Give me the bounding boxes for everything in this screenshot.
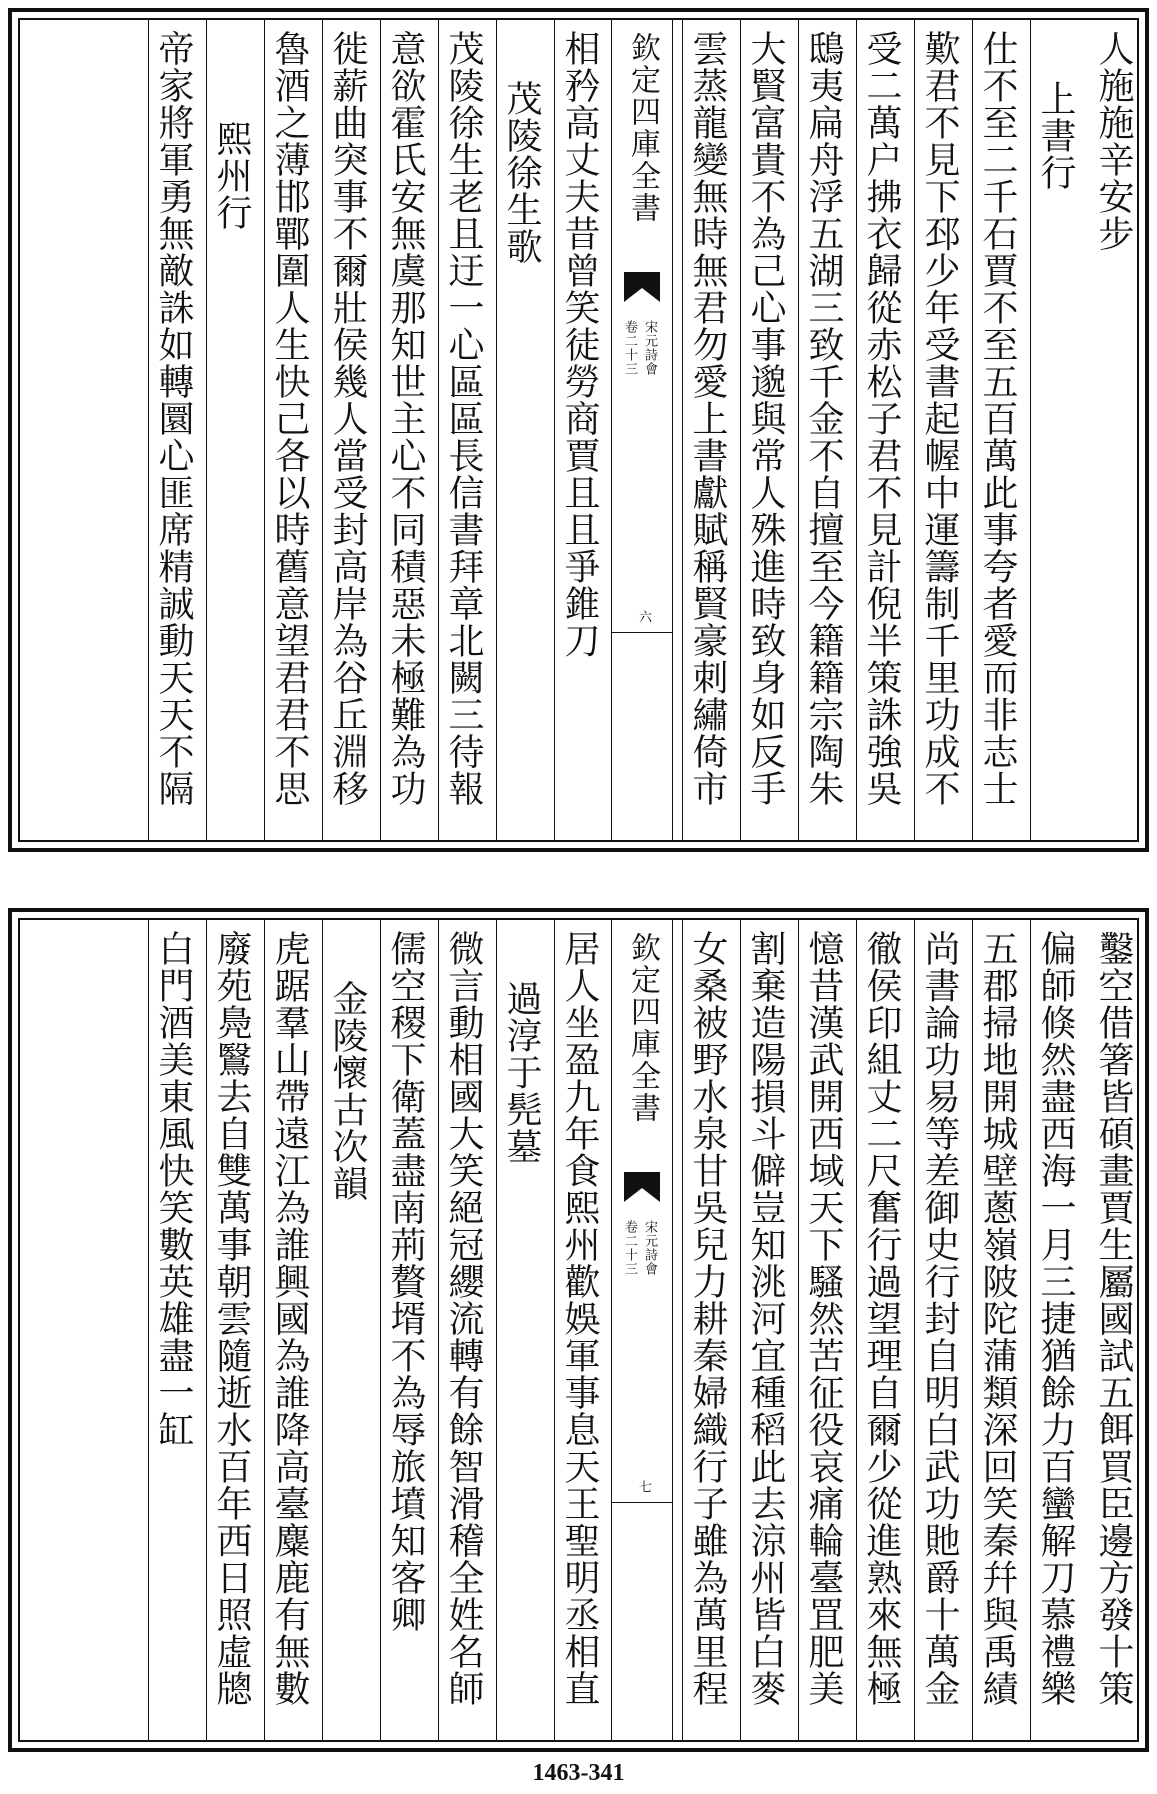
- series-title: 宋元詩會: [642, 320, 657, 376]
- heading-text: 熙州行: [211, 120, 252, 231]
- center-fold: [611, 920, 673, 1740]
- column: [1030, 920, 1079, 1740]
- column: [322, 20, 371, 840]
- column-text: 人施施辛安步: [1093, 30, 1134, 252]
- column-text: 憶昔漢武開西域天下騷然苦征役哀痛輪臺罝肥美: [803, 930, 844, 1707]
- column: [206, 20, 255, 840]
- heading-text: 金陵懷古次韻: [327, 980, 368, 1202]
- column: [856, 20, 905, 840]
- column: [1030, 20, 1079, 840]
- column: [438, 920, 487, 1740]
- series-title: 宋元詩會: [642, 1220, 657, 1276]
- column-text: 尚書論功易等差御史行封自明白武功貤爵十萬金: [919, 930, 960, 1707]
- page-footer-number: 1463-341: [532, 1760, 625, 1786]
- column-text: 歎君不見下邳少年受書起幄中運籌制千里功成不: [919, 30, 960, 807]
- heading-text: 茂陵徐生歌: [501, 80, 542, 265]
- column: [798, 20, 847, 840]
- column-text: 仕不至二千石賈不至五百萬此事夸者愛而非志士: [977, 30, 1018, 807]
- column: [914, 920, 963, 1740]
- column-text: 虎踞羣山帶遠江為誰興國為誰降高臺麋鹿有無數: [269, 930, 310, 1707]
- column-text: 受二萬户拂衣歸從赤松子君不見計倪半策誅強吳: [861, 30, 902, 807]
- volume-label: 卷二十三: [622, 320, 637, 376]
- book-title: 欽定四庫全書: [625, 932, 660, 1124]
- column-text: 白門酒美東風快笑數英雄盡一缸: [153, 930, 194, 1448]
- column-text: 徙薪曲突事不爾壯侯幾人當受封高岸為谷丘淵移: [327, 30, 368, 807]
- column: [438, 20, 487, 840]
- column: [856, 920, 905, 1740]
- column: [972, 20, 1021, 840]
- column: [798, 920, 847, 1740]
- column-text: 居人坐盈九年食熙州歡娛軍事息天王聖明丞相直: [559, 930, 600, 1707]
- volume-label: 卷二十三: [622, 1220, 637, 1276]
- column: [740, 920, 789, 1740]
- column-text: 微言動相國大笑絕冠纓流轉有餘智滑稽全姓名師: [443, 930, 484, 1707]
- column: [148, 20, 197, 840]
- column: [380, 20, 429, 840]
- column-text: 鴟夷扁舟浮五湖三致千金不自擅至今籍籍宗陶朱: [803, 30, 844, 807]
- column-text: 魯酒之薄邯鄲圍人生快己各以時舊意望君君不思: [269, 30, 310, 807]
- column-text: 意欲霍氏安無虞那知世主心不同積惡未極難為功: [385, 30, 426, 807]
- column-text: 儒空稷下衛蓋盡南荊贅壻不為辱旅墳知客卿: [385, 930, 426, 1633]
- column: [206, 920, 255, 1740]
- column: [740, 20, 789, 840]
- column-text: 廢苑鳧鷖去自雙萬事朝雲隨逝水百年西日照虛牕: [211, 930, 252, 1707]
- column-text: 徹侯印組丈二尺奮行過望理自爾少從進熟來無極: [861, 930, 902, 1707]
- column-text: 雲蒸龍變無時無君勿愛上書獻賦稱賢豪刺繡倚市: [687, 30, 728, 807]
- column: [264, 920, 313, 1740]
- column: [682, 920, 731, 1740]
- page-number: 六: [636, 610, 651, 623]
- fishtail-mark-icon: [622, 270, 662, 304]
- column-text: 割棄造陽損斗僻豈知洮河宜種稻此去涼州皆白麥: [745, 930, 786, 1707]
- column-text: 相矜高丈夫昔曾笑徒勞商賈且且爭錐刀: [559, 30, 600, 659]
- column: [682, 20, 731, 840]
- column: [554, 920, 603, 1740]
- top-page: [8, 8, 1149, 852]
- column: [148, 920, 197, 1740]
- column: [972, 920, 1021, 1740]
- bottom-page-frame: [18, 918, 1139, 1742]
- column-text: 大賢富貴不為己心事邈與常人殊進時致身如反手: [745, 30, 786, 807]
- column: [264, 20, 313, 840]
- heading-text: 過淳于髡墓: [501, 980, 542, 1165]
- fishtail-mark-icon: [622, 1170, 662, 1204]
- column: [496, 20, 545, 840]
- book-title: 欽定四庫全書: [625, 32, 660, 224]
- column: [1089, 20, 1137, 840]
- column-text: 偏師倏然盡西海一月三捷猶餘力百蠻解刀慕禮樂: [1035, 930, 1076, 1707]
- column-text: 五郡掃地開城壁蔥嶺陂陀蒲類深回笑秦幷與禹績: [977, 930, 1018, 1707]
- column: [914, 20, 963, 840]
- column: [322, 920, 371, 1740]
- column: [496, 920, 545, 1740]
- center-fold: [611, 20, 673, 840]
- top-page-frame: [18, 18, 1139, 842]
- divider: [612, 632, 672, 633]
- divider: [612, 1502, 672, 1503]
- heading-text: 上書行: [1035, 80, 1076, 191]
- column: [1089, 920, 1137, 1740]
- column-text: 帝家將軍勇無敵誅如轉圜心匪席精誠動天天不隔: [153, 30, 194, 807]
- page-number: 七: [636, 1480, 651, 1493]
- column: [554, 20, 603, 840]
- column-text: 鑿空借箸皆碩畫賈生屬國試五餌買臣邊方發十策: [1093, 930, 1134, 1707]
- column: [380, 920, 429, 1740]
- column-text: 茂陵徐生老且迂一心區區長信書拜章北闕三待報: [443, 30, 484, 807]
- column-text: 女桑被野水泉甘吳兒力耕秦婦織行子雖為萬里程: [687, 930, 728, 1707]
- bottom-page: [8, 908, 1149, 1752]
